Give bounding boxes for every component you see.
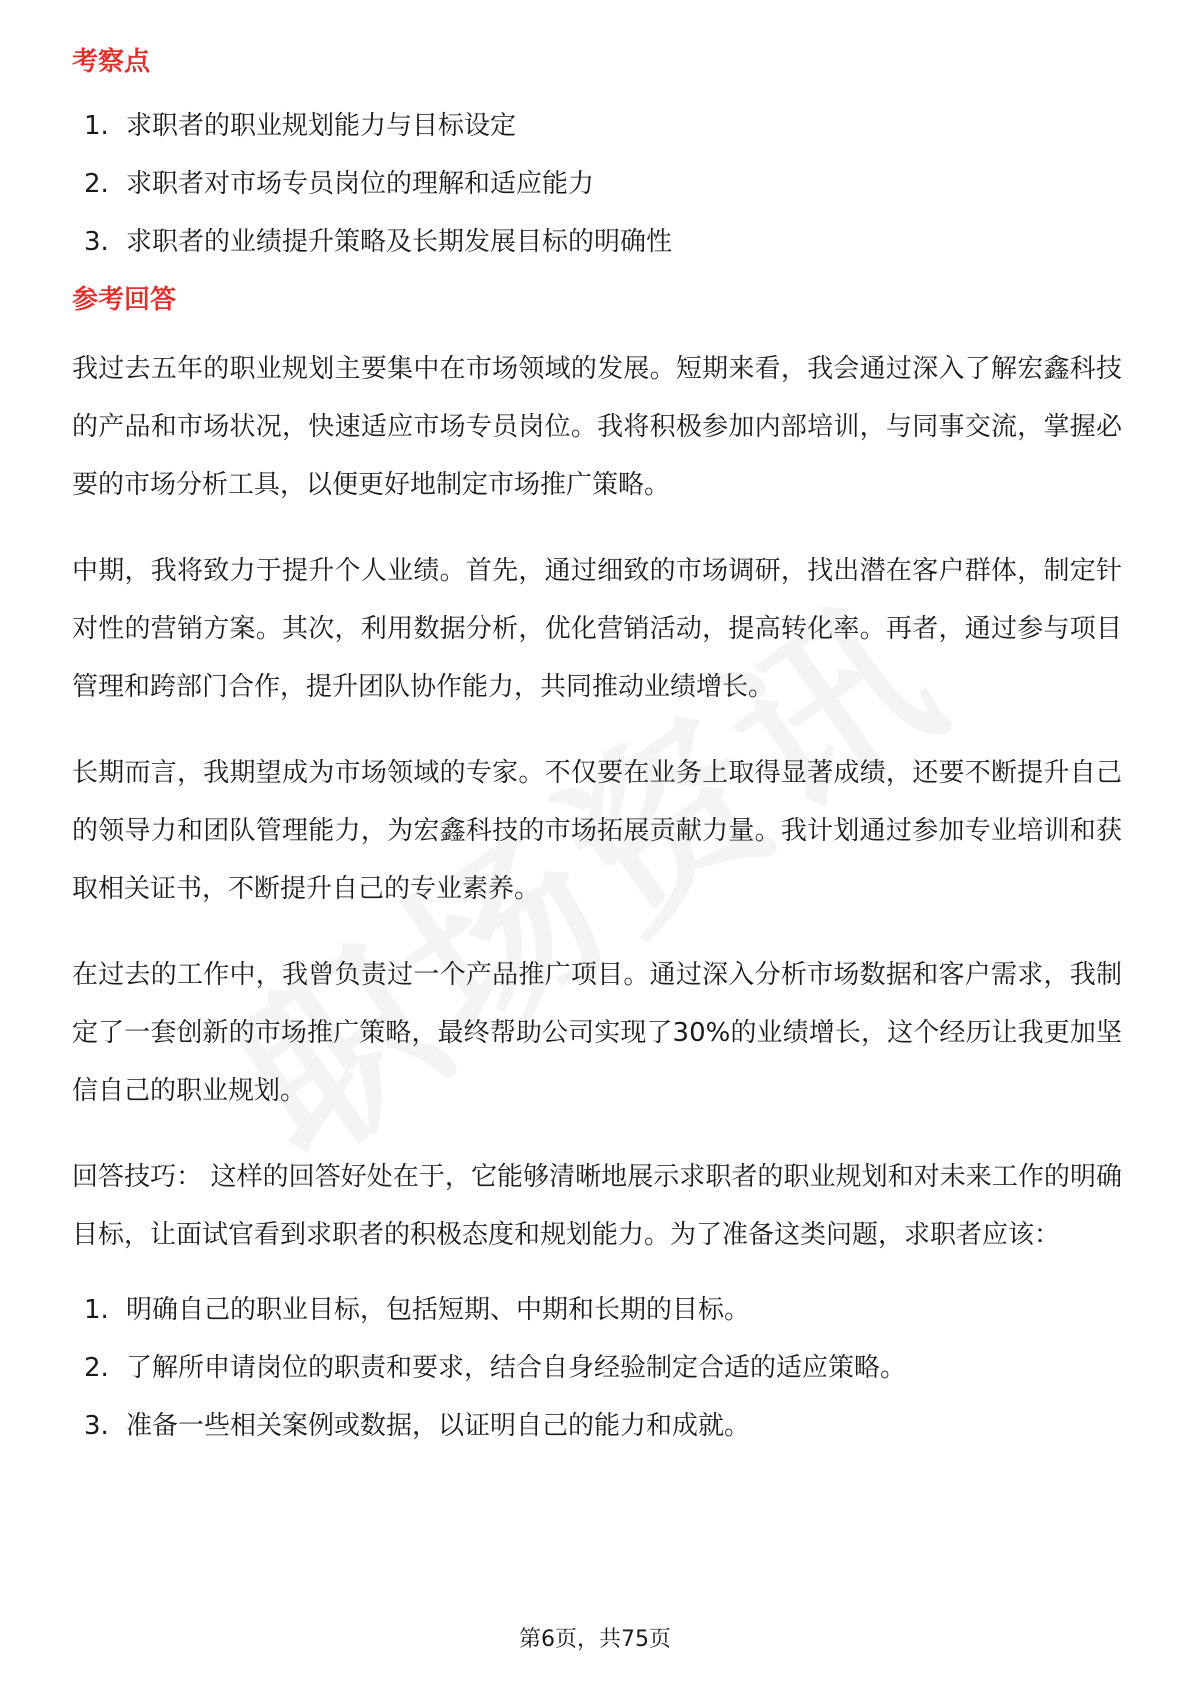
tips-list	[72, 1292, 1122, 1444]
list-item-number: 2.	[84, 1353, 109, 1383]
tips-paragraph: 回答技巧： 这样的回答好处在于，它能够清晰地展示求职者的职业规划和对未来工作的明确目标，让面试官看到求职者的积极态度和规划能力。为了准备这类问题，求职者应该：	[72, 1162, 1122, 1250]
page-number: 第6页，共75页	[519, 1627, 671, 1652]
list-item-text: 求职者对市场专员岗位的理解和适应能力	[126, 169, 595, 199]
list-item-number: 2.	[84, 169, 109, 199]
list-item-number: 1.	[84, 1295, 109, 1325]
list-item-text: 了解所申请岗位的职责和要求，结合自身经验制定合适的适应策略。	[126, 1353, 907, 1383]
list-item	[72, 224, 1122, 260]
list-item-text: 准备一些相关案例或数据，以证明自己的能力和成就。	[126, 1411, 751, 1441]
list-item-number: 3.	[84, 1411, 109, 1441]
list-item	[72, 1292, 1122, 1328]
section-heading-answer: 参考回答	[72, 285, 177, 315]
list-item-text: 求职者的业绩提升策略及长期发展目标的明确性	[126, 227, 673, 257]
list-item-number: 1.	[84, 111, 109, 141]
answer-paragraph: 长期而言，我期望成为市场领域的专家。不仅要在业务上取得显著成绩，还要不断提升自己的领导力和团队管理能力，为宏鑫科技的市场拓展贡献力量。我计划通过参加专业培训和获取相关证书，不断提升自己的专业素养。	[72, 758, 1122, 904]
assessment-list	[72, 108, 1122, 260]
list-item	[72, 1350, 1122, 1386]
list-item-text: 求职者的职业规划能力与目标设定	[126, 111, 517, 141]
answer-paragraph: 我过去五年的职业规划主要集中在市场领域的发展。短期来看，我会通过深入了解宏鑫科技的产品和市场状况，快速适应市场专员岗位。我将积极参加内部培训，与同事交流，掌握必要的市场分析工具，以便更好地制定市场推广策略。	[72, 354, 1122, 500]
list-item	[72, 166, 1122, 202]
list-item	[72, 1408, 1122, 1444]
document-page	[72, 44, 1122, 1466]
answer-paragraph: 中期，我将致力于提升个人业绩。首先，通过细致的市场调研，找出潜在客户群体，制定针对性的营销方案。其次，利用数据分析，优化营销活动，提高转化率。再者，通过参与项目管理和跨部门合作，提升团队协作能力，共同推动业绩增长。	[72, 556, 1122, 702]
list-item-text: 明确自己的职业目标，包括短期、中期和长期的目标。	[126, 1295, 751, 1325]
section-heading-assessment: 考察点	[72, 47, 151, 77]
list-item-number: 3.	[84, 227, 109, 257]
answer-paragraph: 在过去的工作中，我曾负责过一个产品推广项目。通过深入分析市场数据和客户需求，我制定了一套创新的市场推广策略，最终帮助公司实现了30%的业绩增长，这个经历让我更加坚信自己的职业规划。	[72, 960, 1122, 1106]
list-item	[72, 108, 1122, 144]
